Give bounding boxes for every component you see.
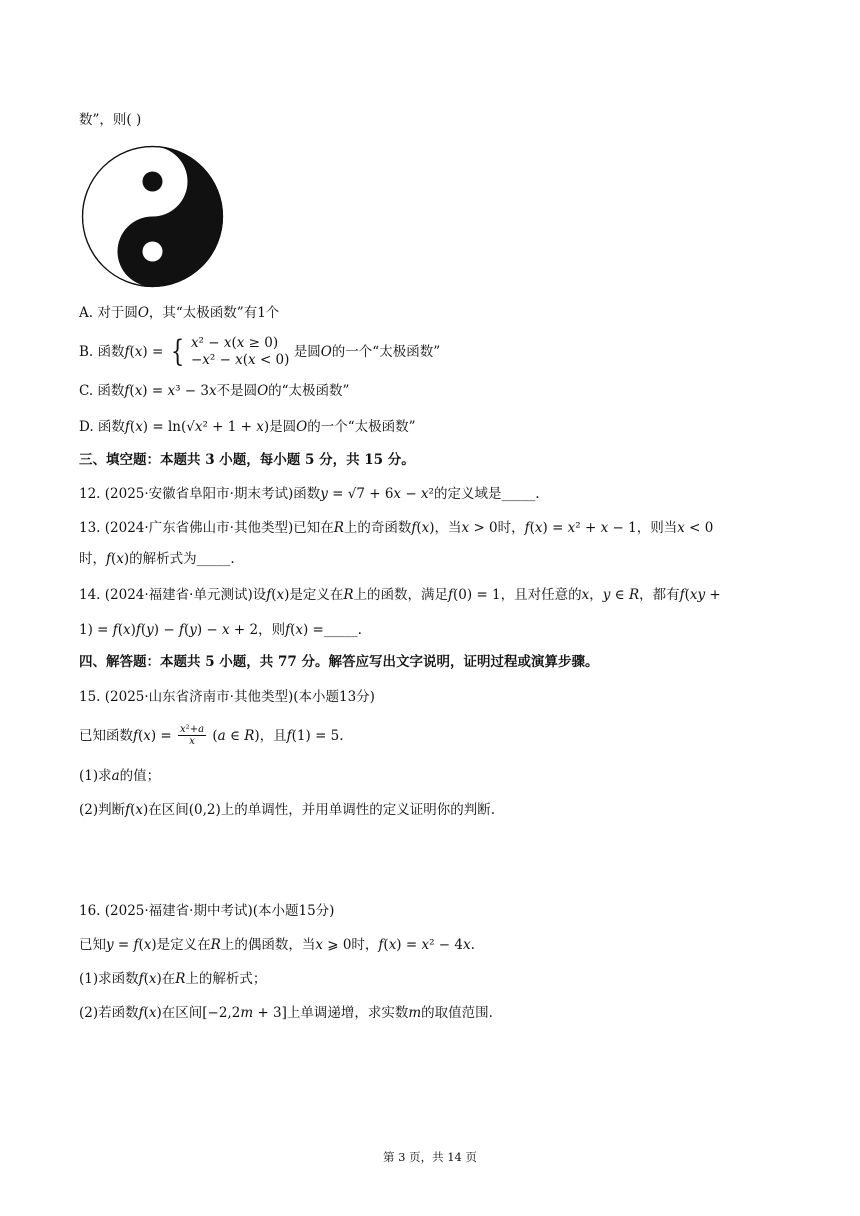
- option-a: A. 对于圆𝑂，其“太极函数”有1个: [79, 305, 280, 321]
- fraction-denominator: 𝑥: [189, 736, 195, 747]
- section-4-title: 四、解答题：本题共 5 小题，共 77 分。解答应写出文字说明，证明过程或演算步骤。: [79, 654, 599, 670]
- question-14-line-2: 1) = 𝑓(𝑥)𝑓(𝑦) − 𝑓(𝑦) − 𝑥 + 2，则𝑓(𝑥) =_____.: [79, 622, 362, 638]
- page-footer: 第 3 页，共 14 页: [382, 1150, 478, 1164]
- question-15-stem: [79, 720, 344, 751]
- question-15-part-1: (1)求𝑎的值；: [79, 768, 161, 784]
- brace-symbol: {: [170, 333, 184, 369]
- question-16-part-1: (1)求函数𝑓(𝑥)在𝑅上的解析式；: [79, 971, 267, 987]
- option-b-cases: [191, 335, 289, 369]
- fraction: [178, 724, 206, 747]
- option-d: D. 函数𝑓(𝑥) = ln(√𝑥² + 1 + 𝑥)是圆𝑂的一个“太极函数”: [79, 419, 416, 435]
- question-16-part-2: (2)若函数𝑓(𝑥)在区间[−2,2𝑚 + 3]上单调递增，求实数𝑚的取值范围.: [79, 1005, 493, 1021]
- taiji-yin-yang-image: [80, 144, 225, 289]
- fraction-numerator: 𝑥²+𝑎: [180, 724, 205, 735]
- question-12: 12. (2025·安徽省阜阳市·期末考试)函数𝑦 = √7 + 6𝑥 − 𝑥²的定义域是_____.: [79, 486, 540, 502]
- question-13-line-2: 时，𝑓(𝑥)的解析式为_____.: [79, 551, 235, 567]
- question-16-header: 16. (2025·福建省·期中考试)(本小题15分): [79, 903, 335, 919]
- option-b-case-1: 𝑥² − 𝑥(𝑥 ≥ 0): [190, 334, 279, 351]
- option-b: [79, 334, 440, 369]
- question-15-stem-prefix: 已知函数𝑓(𝑥) =: [79, 727, 172, 744]
- option-b-prefix: B. 函数𝑓(𝑥) =: [79, 343, 164, 360]
- question-15-stem-suffix: (𝑎 ∈ 𝑅)，且𝑓(1) = 5.: [212, 727, 344, 744]
- question-14-line-1: 14. (2024·福建省·单元测试)设𝑓(𝑥)是定义在𝑅上的函数，满足𝑓(0) = 1，且对任意的𝑥，𝑦 ∈ 𝑅，都有𝑓(𝑥𝑦 +: [79, 587, 721, 603]
- question-15-header: 15. (2025·山东省济南市·其他类型)(本小题13分): [79, 689, 375, 705]
- question-16-stem: 已知𝑦 = 𝑓(𝑥)是定义在𝑅上的偶函数，当𝑥 ⩾ 0时，𝑓(𝑥) = 𝑥² − 4𝑥.: [79, 937, 475, 953]
- question-15-part-2: (2)判断𝑓(𝑥)在区间(0,2)上的单调性，并用单调性的定义证明你的判断.: [79, 802, 496, 818]
- section-3-title: 三、填空题：本题共 3 小题，每小题 5 分，共 15 分。: [79, 452, 415, 468]
- page-top-line: 数”，则( ): [79, 112, 142, 128]
- option-b-suffix: 是圆𝑂的一个“太极函数”: [293, 343, 441, 360]
- option-b-case-2: −𝑥² − 𝑥(𝑥 < 0): [190, 351, 290, 368]
- question-13-line-1: 13. (2024·广东省佛山市·其他类型)已知在𝑅上的奇函数𝑓(𝑥)，当𝑥 > 0时，𝑓(𝑥) = 𝑥² + 𝑥 − 1，则当𝑥 < 0: [79, 520, 714, 536]
- option-c: C. 函数𝑓(𝑥) = 𝑥³ − 3𝑥不是圆𝑂的“太极函数”: [79, 383, 350, 399]
